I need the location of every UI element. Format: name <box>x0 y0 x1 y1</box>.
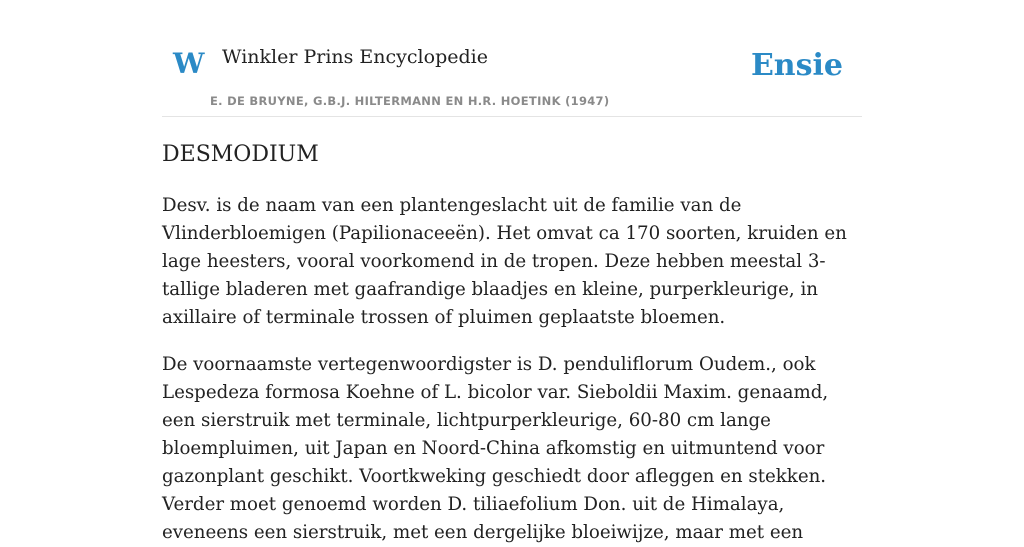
entry-paragraph: De voornaamste vertegenwoordigster is D. penduliflorum Oudem., ook Lespedeza formosa Koehne of L. bicolor var. Sieboldii Maxim. genaamd, een sierstruik met terminale, lichtpurperkleurige, 60-80 cm lange bloempluimen, uit Japan en Noord-China afkomstig en uitmuntend voor gazonplant geschikt. Voortkweking geschiedt door afleggen en stekken. Verder moet genoemd worden D. tiliaefolium Don. uit de Himalaya, eveneens een sierstruik, met een dergelijke bloeiwijze, maar met een <box>162 353 829 543</box>
header <box>162 0 862 117</box>
ensie-logo[interactable]: Ensie <box>750 48 843 83</box>
entry-title: DESMODIUM <box>162 142 319 167</box>
entry-paragraph: Desv. is de naam van een plantengeslacht uit de familie van de Vlinderbloemigen (Papilionaceeën). Het omvat ca 170 soorten, kruiden en lage heesters, vooral voorkomend in de tropen. Deze hebben meestal 3-tallige bladeren met gaafrandige blaadjes en kleine, purperkleurige, in axillaire of terminale trossen of pluimen geplaatste bloemen. <box>162 194 847 328</box>
winkler-prins-logo[interactable]: W <box>173 47 205 80</box>
publication-title[interactable]: Winkler Prins Encyclopedie <box>222 46 488 68</box>
entry-body <box>162 192 862 547</box>
publication-authors: E. DE BRUYNE, G.B.J. HILTERMANN EN H.R. HOETINK (1947) <box>210 94 610 108</box>
page <box>162 0 862 547</box>
